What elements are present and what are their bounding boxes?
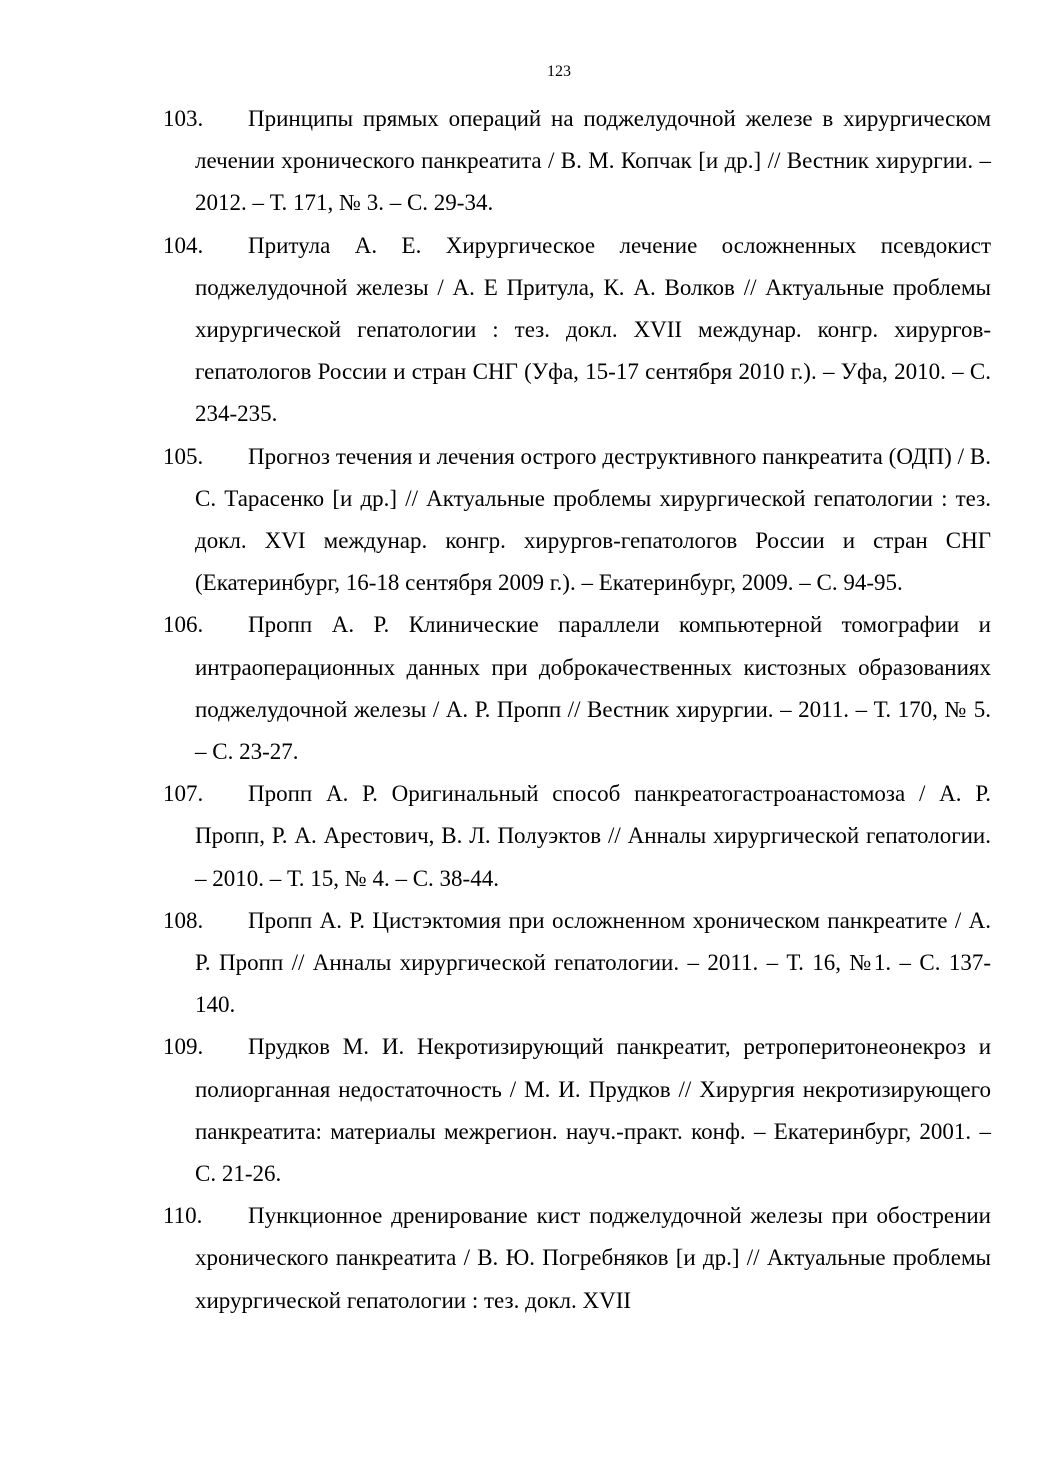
reference-number: 108. [163, 907, 204, 933]
reference-item [163, 604, 991, 773]
reference-item [163, 98, 991, 225]
reference-list [163, 98, 991, 1322]
reference-number: 107. [163, 781, 204, 807]
reference-text: Пункционное дренирование кист поджелудочной железы при обострении хронического панкреатита / В. Ю. Погребняков [и др.] // Актуальные проблемы хирургической гепатологии : тез. докл. XVII [195, 1203, 991, 1313]
reference-item [163, 225, 991, 436]
reference-item [163, 773, 991, 900]
reference-number: 103. [163, 106, 204, 131]
reference-item [163, 900, 991, 1027]
page-number: 123 [547, 63, 571, 80]
reference-text: Пропп А. Р. Оригинальный способ панкреатогастроанастомоза / А. Р. Пропп, Р. А. Арестович, В. Л. Полуэктов // Анналы хирургической гепатологии. – 2010. – Т. 15, № 4. – С. 38-44. [195, 781, 991, 891]
reference-text: Прогноз течения и лечения острого деструктивного панкреатита (ОДП) / В. С. Тарасенко [и др.] // Актуальные проблемы хирургической гепатологии : тез. докл. XVI междунар. конгр. хирургов-гепатологов России и стран СНГ (Екатеринбург, 16-18 сентября 2009 г.). – Екатеринбург, 2009. – С. 94-95. [195, 443, 991, 596]
reference-number: 106. [163, 612, 204, 638]
reference-number: 105. [163, 443, 204, 469]
reference-number: 104. [163, 232, 204, 258]
reference-text: Притула А. Е. Хирургическое лечение осложненных псевдокист поджелудочной железы / А. Е Притула, К. А. Волков // Актуальные проблемы хирургической гепатологии : тез. докл. XVII междунар. конгр. хирургов-гепатологов России и стран СНГ (Уфа, 15-17 сентября 2010 г.). – Уфа, 2010. – С. 234-235. [195, 232, 991, 427]
reference-text: Пропп А. Р. Клинические параллели компьютерной томографии и интраоперационных данных при доброкачественных кистозных образованиях поджелудочной железы / А. Р. Пропп // Вестник хирургии. – 2011. – Т. 170, № 5. – С. 23-27. [195, 612, 991, 765]
reference-item [163, 1026, 991, 1195]
reference-item [163, 436, 991, 605]
reference-item [163, 1195, 991, 1322]
reference-text: Пропп А. Р. Цистэктомия при осложненном хроническом панкреатите / А. Р. Пропп // Анналы хирургической гепатологии. – 2011. – Т. 16, №1. – С. 137-140. [195, 907, 991, 1018]
reference-number: 110. [163, 1203, 203, 1229]
reference-text: Принципы прямых операций на поджелудочной железе в хирургическом лечении хронического панкреатита / В. М. Копчак [и др.] // Вестник хирургии. – 2012. – Т. 171, № 3. – С. 29-34. [195, 106, 991, 216]
reference-number: 109. [163, 1034, 204, 1060]
reference-text: Прудков М. И. Некротизирующий панкреатит, ретроперитонеонекроз и полиорганная недостаточность / М. И. Прудков // Хирургия некротизирующего панкреатита: материалы межрегион. науч.-практ. конф. – Екатеринбург, 2001. – С. 21-26. [195, 1034, 991, 1187]
